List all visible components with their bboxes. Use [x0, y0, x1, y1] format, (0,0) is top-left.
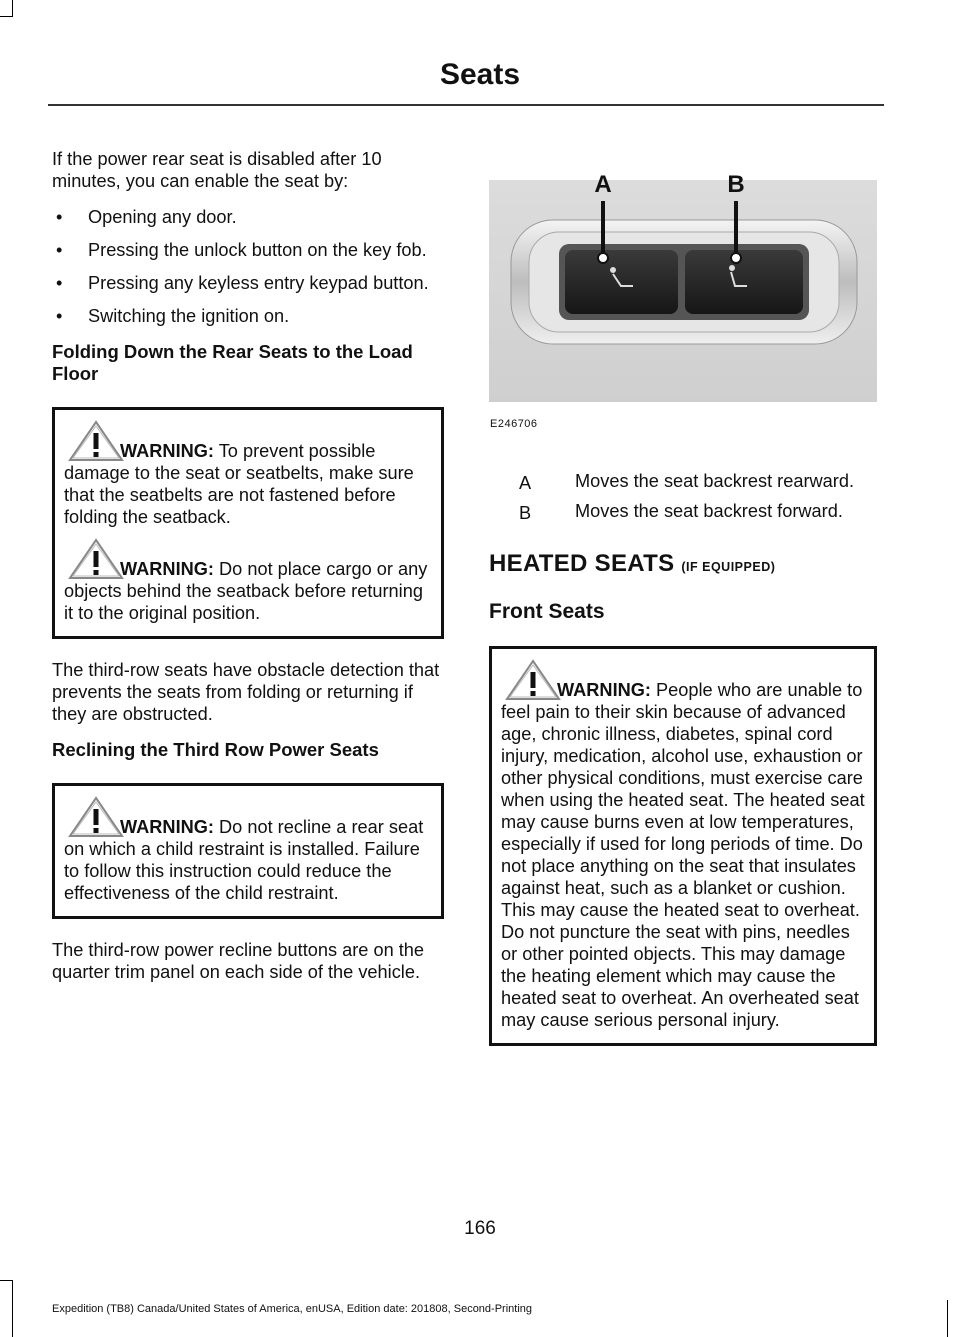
section-suffix: (IF EQUIPPED): [681, 560, 776, 574]
recline-forward-button[interactable]: [685, 250, 803, 314]
list-item-text: Switching the ignition on.: [88, 306, 290, 326]
list-item-text: Pressing the unlock button on the key fob.: [88, 240, 427, 260]
header-rule: [48, 104, 884, 106]
legend-text: Moves the seat backrest forward.: [575, 501, 843, 521]
crop-mark: [947, 1300, 948, 1337]
warning-box: [52, 407, 444, 639]
bullet: •: [56, 306, 63, 326]
legend-row: [489, 470, 877, 492]
warning: [64, 440, 435, 528]
edition-footer: Expedition (TB8) Canada/United States of America, enUSA, Edition date: 201808, Second-Printing: [52, 1303, 533, 1315]
obstacle-detection-text: The third-row seats have obstacle detection that prevents the seats from folding or returning if they are obstructed.: [52, 660, 440, 724]
warning-triangle-icon: [68, 796, 124, 838]
warning: [64, 816, 435, 904]
warning-triangle-icon: [505, 659, 561, 701]
legend-text: Moves the seat backrest rearward.: [575, 471, 854, 491]
legend-row: [489, 500, 877, 522]
left-column: [52, 148, 444, 997]
enable-seat-list: [52, 206, 444, 327]
list-item: [52, 206, 444, 228]
callout-a: A: [594, 171, 612, 198]
recline-buttons-text: The third-row power recline buttons are on the quarter trim panel on each side of the vehicle.: [52, 940, 425, 982]
warning: [64, 558, 435, 624]
recline-rearward-button[interactable]: [565, 250, 678, 314]
warning-triangle-icon: [68, 538, 124, 580]
reclining-heading: Reclining the Third Row Power Seats: [52, 739, 379, 760]
warning-label: WARNING:: [120, 817, 214, 837]
figure-code: E246706: [490, 418, 538, 430]
front-seats-heading: Front Seats: [489, 600, 605, 623]
heated-seats-heading: [489, 550, 877, 578]
warning-box: [52, 783, 444, 919]
crop-mark: [0, 1280, 13, 1281]
figure-legend: [489, 470, 877, 522]
warning-box: [489, 646, 877, 1046]
list-item: [52, 239, 444, 261]
bullet: •: [56, 273, 63, 293]
warning-text: Do not place cargo or any objects behind the seatback before returning it to the original position.: [64, 559, 428, 623]
recline-switch-figure: [489, 170, 877, 432]
power-seat-intro: If the power rear seat is disabled after 10 minutes, you can enable the seat by:: [52, 149, 382, 191]
right-column: [489, 168, 877, 1066]
crop-mark: [12, 0, 13, 16]
warning: [501, 679, 868, 1031]
list-item-text: Opening any door.: [88, 207, 237, 227]
callout-b: B: [727, 171, 745, 198]
warning-triangle-icon: [68, 420, 124, 462]
bullet: •: [56, 207, 63, 227]
warning-label: WARNING:: [120, 559, 214, 579]
list-item-text: Pressing any keyless entry keypad button.: [88, 273, 429, 293]
page-number: 166: [464, 1218, 496, 1239]
warning-text: Do not recline a rear seat on which a child restraint is installed. Failure to follow this instruction could reduce the effectiveness of the child restraint.: [64, 817, 424, 903]
crop-mark: [12, 1280, 13, 1337]
warning-text: People who are unable to feel pain to their skin because of advanced age, chronic illness, diabetes, spinal cord injury, medication, alcohol use, exhaustion or other physical conditions, must exercise care when using the heated seat. The heated seat may cause burns even at low temperatures, especially if used for long periods of time. Do not place anything on the seat that insulates against heat, such as a blanket or cushion. This may cause the heated seat to overheat. Do not puncture the seat with pins, needles or other pointed objects. This may damage the heating element which may cause the heated seat to overheat. An overheated seat may cause serious personal injury.: [501, 680, 865, 1030]
legend-key: B: [519, 503, 532, 523]
warning-label: WARNING:: [557, 680, 651, 700]
list-item: [52, 272, 444, 294]
recline-switch-illustration: [489, 170, 877, 410]
folding-heading: Folding Down the Rear Seats to the Load Floor: [52, 341, 413, 384]
bullet: •: [56, 240, 63, 260]
warning-text: To prevent possible damage to the seat or seatbelts, make sure that the seatbelts are not fastened before folding the seatback.: [64, 441, 414, 527]
legend-key: A: [519, 473, 532, 493]
page-title: Seats: [439, 58, 521, 91]
crop-mark: [0, 16, 13, 17]
callout-dot-b: [731, 253, 741, 263]
callout-dot-a: [598, 253, 608, 263]
list-item: [52, 305, 444, 327]
section-title: HEATED SEATS: [489, 550, 675, 577]
warning-label: WARNING:: [120, 441, 214, 461]
